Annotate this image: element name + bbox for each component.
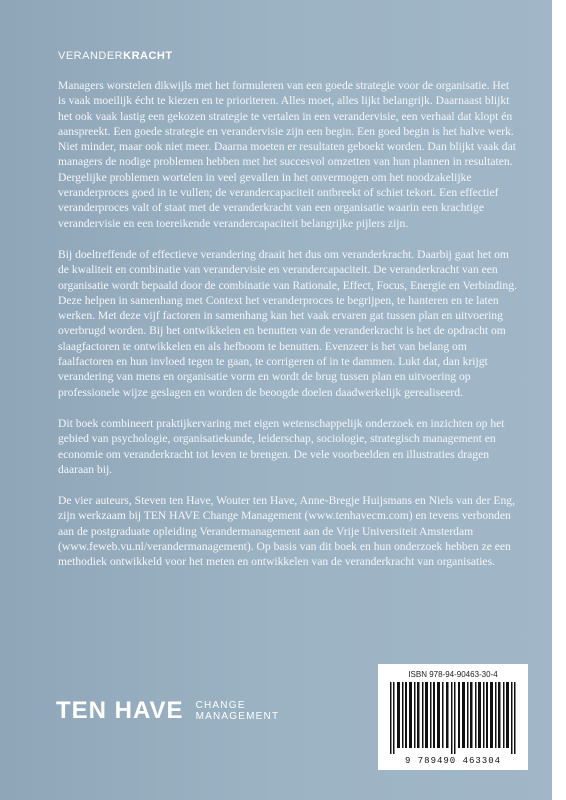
publisher-subtitle-line2: MANAGEMENT <box>195 711 280 722</box>
blurb-paragraph-3: Dit boek combineert praktijkervaring met eigen wetenschappelijk onderzoek en inzichten op het gebied van psychologie, organisatiekunde, leiderschap, sociologie, strategisch management en economie om veranderkracht tot leven te brengen. De vele voorbeelden en illustraties dragen daaraan bij. <box>58 416 505 476</box>
series-title-part2: KRACHT <box>123 50 173 62</box>
publisher-subtitle-line1: CHANGE <box>195 700 246 711</box>
barcode-panel <box>378 664 528 770</box>
barcode-icon <box>386 682 520 754</box>
barcode-number: 9 789490 463304 <box>404 756 501 766</box>
publisher-subtitle <box>196 700 280 722</box>
blurb-text <box>58 78 518 586</box>
publisher-logo <box>56 697 279 725</box>
blurb-paragraph-1: Managers worstelen dikwijls met het formuleren van een goede strategie voor de organisatie. Het is vaak moeilijk écht te kiezen en te prioriteren. Alles moet, alles lijkt belangrijk. Daarnaast blijkt het ook vaak lastig een gekozen strategie te vertalen in een verandervisie, een verhaal dat klopt én aanspreekt. Een goede strategie en verandervisie zijn een begin. Een goed begin is het halve werk. Niet minder, maar ook niet meer. Daarna moeten er resultaten geboekt worden. Dan blijkt vaak dat managers de nodige problemen hebben met het succesvol omzetten van hun plannen in resultaten. Dergelijke problemen wortelen in veel gevallen in het onvermogen om het noodzakelijke veranderproces goed in te vullen; de verandercapaciteit ontbreekt of schiet tekort. Een effectief veranderproces valt of staat met de veranderkracht van een organisatie waarin een krachtige verandervisie en een toereikende verandercapaciteit belangrijke pijlers zijn. <box>58 79 516 230</box>
series-title-part1: VERANDER <box>58 50 124 62</box>
publisher-name: TEN HAVE <box>56 697 184 724</box>
series-title <box>58 50 173 62</box>
blurb-paragraph-2: Bij doeltreffende of effectieve verandering draait het dus om veranderkracht. Daarbij gaat het om de kwaliteit en combinatie van verandervisie en verandercapaciteit. De veranderkracht van een organisatie wordt bepaald door de combinatie van Rationale, Effect, Focus, Energie en Verbinding. Deze helpen in samenhang met Context het veranderproces te begrijpen, te hanteren en te laten werken. Met deze vijf factoren in samenhang kan het vaak ervaren gat tussen plan en uitvoering overbrugd worden. Bij het ontwikkelen en benutten van de veranderkracht is het de opdracht om slaagfactoren te ontwikkelen en als hefboom te benutten. Evenzeer is het van belang om faalfactoren en hun invloed tegen te gaan, te corrigeren of in te dammen. Lukt dat, dan krijgt verandering van mens en organisatie vorm en wordt de brug tussen plan en uitvoering op professionele wijze geslagen en worden de beoogde doelen daadwerkelijk gerealiseerd. <box>58 247 517 399</box>
blurb-paragraph-4: De vier auteurs, Steven ten Have, Wouter ten Have, Anne-Bregje Huijsmans en Niels van der Eng, zijn werkzaam bij TEN HAVE Change Management (www.tenhavecm.com) en tevens verbonden aan de postgraduate opleiding Verandermanagement aan de Vrije Universiteit Amsterdam (www.feweb.vu.nl/verandermanagement). Op basis van dit boek en hun onderzoek hebben ze een methodiek ontwikkeld voor het meten en ontwikkelen van de veranderkracht van organisaties. <box>58 494 515 569</box>
isbn-label: ISBN 978-94-90463-30-4 <box>408 670 498 679</box>
page-edge <box>552 0 566 800</box>
